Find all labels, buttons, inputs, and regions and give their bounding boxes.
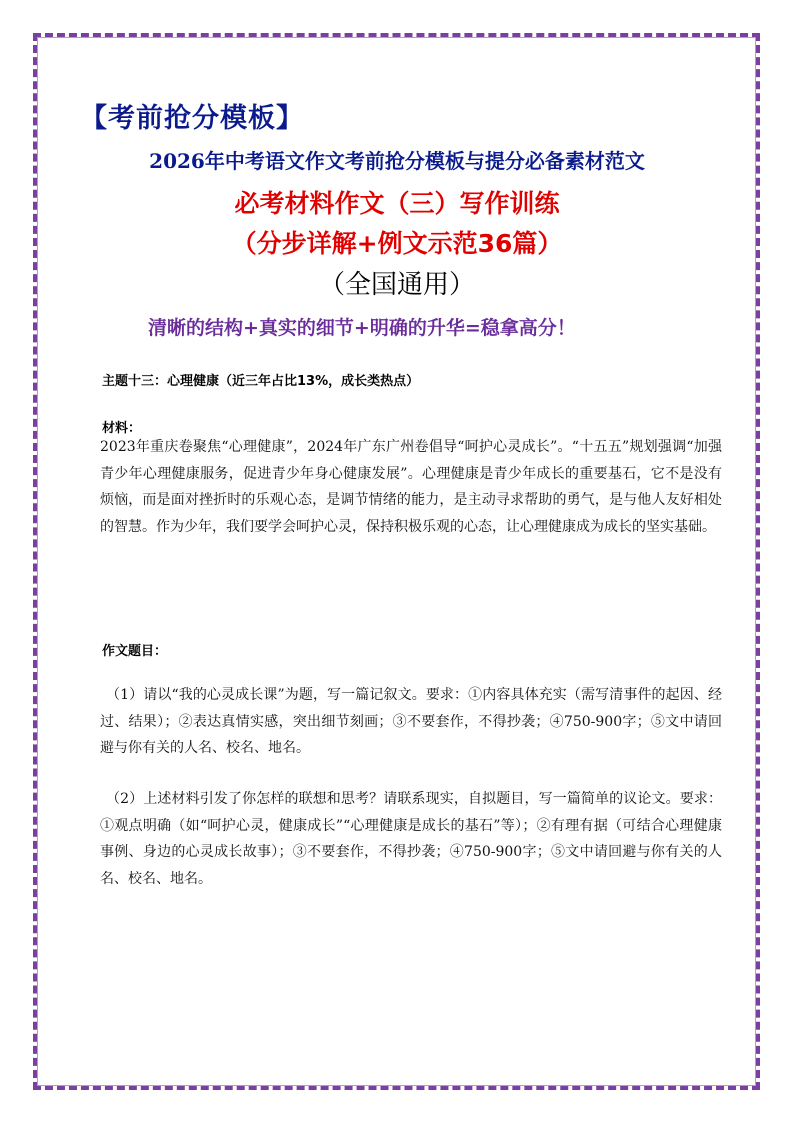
- requirement-1-paragraph: （1）请以“我的心灵成长课”为题，写一篇记叙文。要求：①内容具体充实（需写清事件的起因、经过、结果）；②表达真情实感，突出细节刻画；③不要套作，不得抄袭；④750-900字；⑤文中请回避与你有关的人名、校名、地名。: [100, 687, 722, 756]
- material-paragraph: 2023年重庆卷聚焦“心理健康”，2024年广东广州卷倡导“呵护心灵成长”。“十五五”规划强调“加强青少年心理健康服务，促进青少年身心健康发展”。心理健康是青少年成长的重要基石，它不是没有烦恼，而是面对挫折时的乐观心态，是调节情绪的能力，是主动寻求帮助的勇气，是与他人友好相处的智慧。作为少年，我们要学会呵护心灵，保持积极乐观的心态，让心理健康成为成长的坚实基础。: [100, 439, 722, 535]
- topic-label: 作文题目：: [102, 644, 168, 659]
- red-heading-examples: （分步详解+例文示范36篇）: [231, 229, 563, 258]
- exam-template-tag: 【考前抢分模板】: [80, 103, 304, 134]
- theme-heading: 主题十三：心理健康（近三年占比13%，成长类热点）: [102, 374, 420, 389]
- red-heading-training: 必考材料作文（三）写作训练: [234, 189, 560, 218]
- slogan: 清晰的结构+真实的细节+明确的升华=稳拿高分！: [148, 317, 576, 339]
- national-note: （全国通用）: [318, 270, 475, 300]
- requirement-2-paragraph: （2）上述材料引发了你怎样的联想和思考？请联系现实，自拟题目，写一篇简单的议论文。要求：①观点明确（如“呵护心灵，健康成长”“心理健康是成长的基石”等）；②有理有据（可结合心理健康事例、身边的心灵成长故事）；③不要套作，不得抄袭；④750-900字；⑤文中请回避与你有关的人名、校名、地名。: [100, 791, 722, 887]
- document-title: 2026年中考语文作文考前抢分模板与提分必备素材范文: [149, 149, 645, 173]
- material-label: 材料：: [102, 421, 142, 436]
